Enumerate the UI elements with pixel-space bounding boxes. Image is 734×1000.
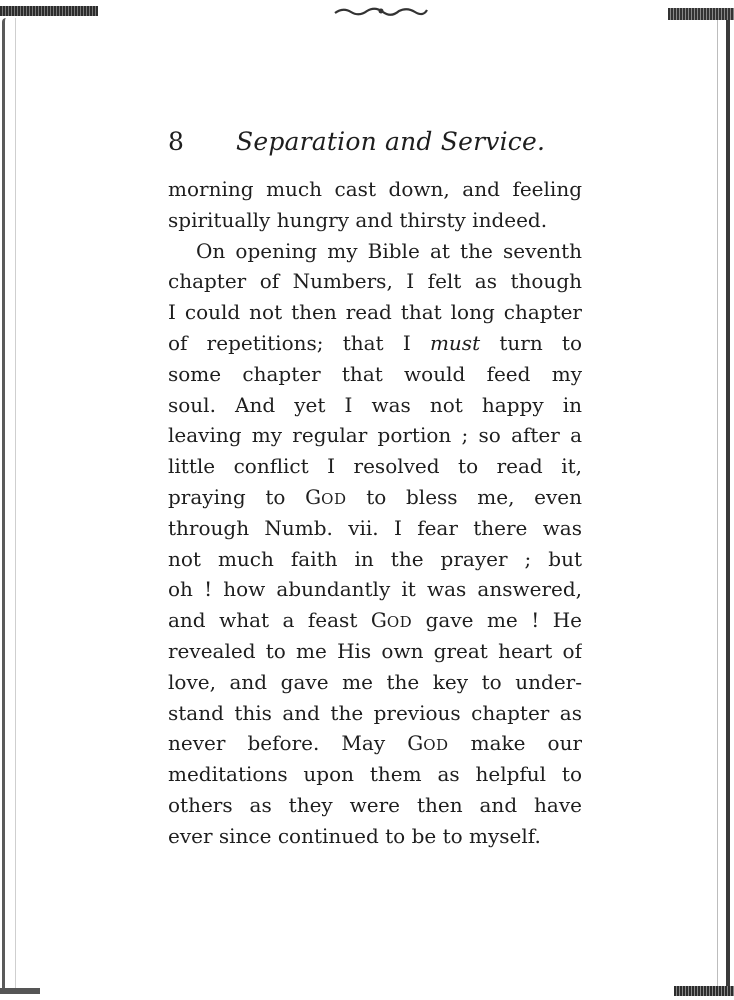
text-line-11	[168, 482, 582, 513]
running-head: Separation and Service.	[236, 127, 546, 156]
text-line-14: oh ! how abundantly it was answered,	[168, 577, 582, 602]
text-line-13: not much faith in the prayer ; but	[168, 546, 582, 571]
page-edge-left	[2, 18, 16, 993]
text-line-15	[168, 605, 582, 636]
text-line-1: morning much cast down, and feeling	[168, 177, 582, 201]
text-line-19	[168, 728, 582, 759]
text-line-21: others as they were then and have	[168, 792, 582, 817]
small-caps-word: OD	[386, 613, 413, 632]
scan-edge-top-right	[668, 8, 734, 20]
small-caps-word: OD	[423, 736, 449, 755]
text-line-22: ever since continued to be to myself.	[168, 823, 541, 848]
text-run: and what a feast G	[168, 608, 387, 633]
body-text	[168, 174, 582, 852]
text-run: to bless me, even	[346, 484, 582, 509]
text-line-10: little conflict I resolved to read it,	[168, 454, 582, 479]
text-line-18: stand this and the previous chapter as	[168, 700, 582, 725]
text-line-17: love, and gave me the key to under-	[168, 669, 582, 694]
scan-edge-bottom-right	[674, 986, 734, 996]
text-run: make our	[448, 731, 582, 756]
text-run: praying to G	[168, 484, 322, 509]
text-line-20: meditations upon them as helpful to	[168, 762, 582, 787]
text-line-7: some chapter that would feed my	[168, 361, 582, 386]
text-line-5: I could not then read that long chapter	[168, 300, 582, 325]
text-run: gave me ! He	[412, 608, 582, 633]
text-line-6	[168, 328, 582, 359]
text-line-2: spiritually hungry and thirsty indeed.	[168, 207, 548, 232]
text-line-8: soul. And yet I was not happy in	[168, 392, 582, 417]
text-run: turn to	[480, 330, 582, 355]
emphasis-word: must	[429, 330, 481, 355]
scan-edge-bottom-left	[0, 988, 40, 994]
text-line-3: On opening my Bible at the seventh	[196, 238, 582, 263]
text-run: of repetitions; that I	[168, 330, 430, 355]
scan-edge-top-left	[0, 6, 98, 16]
text-line-16: revealed to me His own great heart of	[168, 638, 582, 663]
page-header	[168, 122, 588, 162]
text-line-12: through Numb. vii. I fear there was	[168, 515, 582, 540]
text-line-9: leaving my regular portion ; so after a	[168, 423, 582, 448]
ornament-icon	[333, 4, 429, 18]
page-number: 8	[168, 127, 184, 156]
text-line-4: chapter of Numbers, I felt as though	[168, 269, 582, 294]
text-run: never before. May G	[168, 731, 424, 756]
small-caps-word: OD	[321, 489, 347, 508]
page-edge-right	[717, 18, 730, 993]
